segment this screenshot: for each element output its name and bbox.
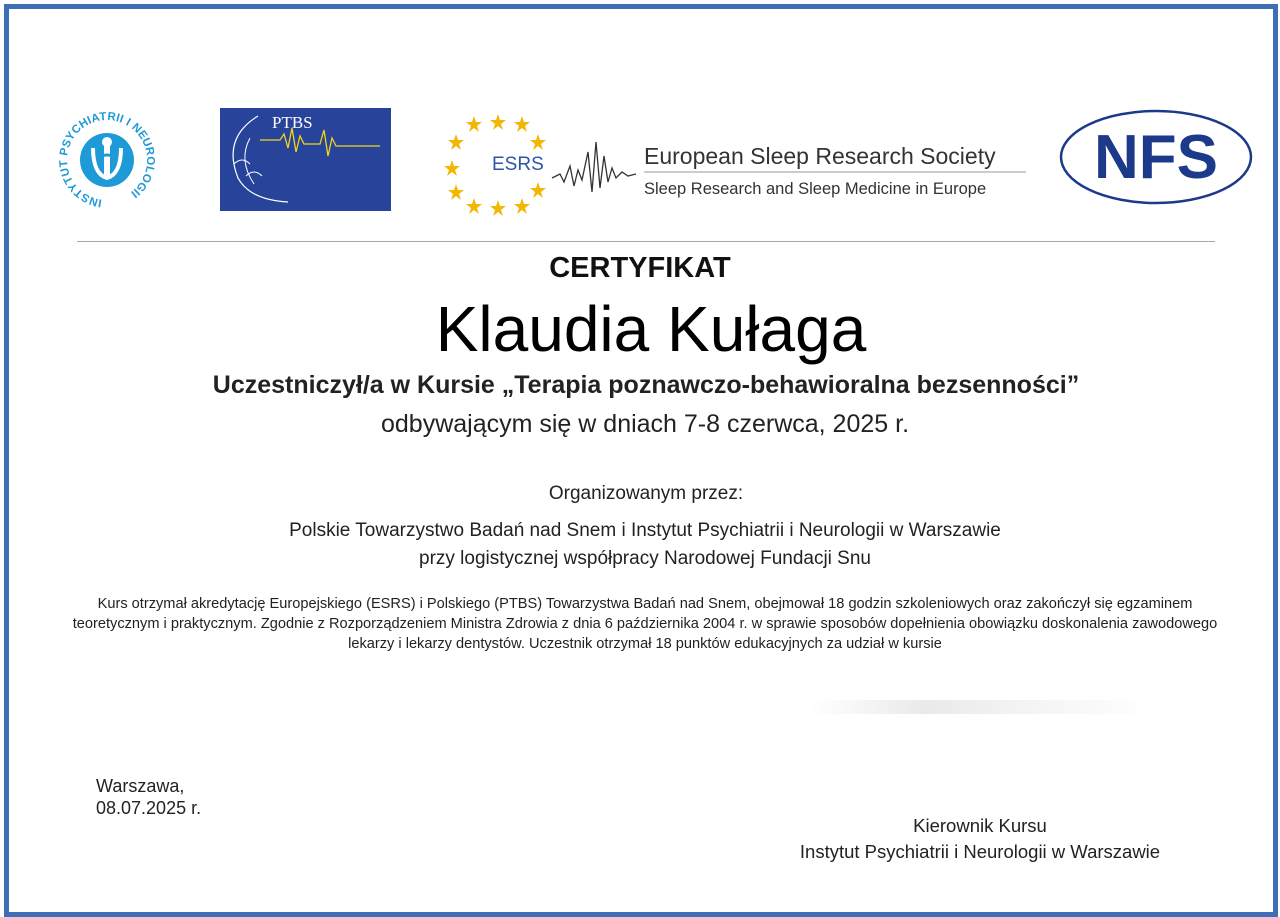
issue-date: 08.07.2025 r. xyxy=(96,798,202,818)
nfs-logo-text: NFS xyxy=(1094,123,1218,192)
accreditation-description: Kurs otrzymał akredytację Europejskiego (ESRS) i Polskiego (PTBS) Towarzystwa Badań nad Snem, obejmował 18 godzin szkoleniowych oraz zakończył się egzaminem teoretycznym i praktycznym. Zgodnie z Rozporządzeniem Ministra Zdrowia z dnia 6 października 2004 r. w sprawie sposobów dopełnienia obowiązku doskonalenia zawodowego lekarzy i lekarzy dentystów. Uczestnik otrzymał 18 punktów edukacyjnych za udział w kursie xyxy=(72,596,1218,652)
esrs-badge-text: ESRS xyxy=(492,154,544,175)
recipient-name: Klaudia Kułaga xyxy=(435,293,867,365)
course-title: Uczestniczył/a w Kursie „Terapia poznawczo-behawioralna bezsenności” xyxy=(212,371,1080,399)
ipin-logo-text: INSTYTUT PSYCHIATRII I NEUROLOGII xyxy=(57,110,157,209)
signer-organization: Instytut Psychiatrii i Neurologii w Warszawie xyxy=(799,841,1161,862)
issue-place-date xyxy=(96,775,201,819)
nfs-logo xyxy=(1058,108,1254,206)
organizer-label: Organizowanym przez: xyxy=(548,483,744,504)
signature-smudge xyxy=(810,700,1155,714)
course-dates: odbywającym się w dniach 7-8 czerwca, 2025 r. xyxy=(380,410,910,438)
signer-title: Kierownik Kursu xyxy=(913,815,1047,836)
issue-place: Warszawa, xyxy=(96,776,185,796)
header-divider xyxy=(77,241,1215,242)
ptbs-logo-text: PTBS xyxy=(272,113,313,132)
organizer-line-2: przy logistycznej współpracy Narodowej Fundacji Snu xyxy=(419,548,871,569)
organizer-line-1: Polskie Towarzystwo Badań nad Snem i Instytut Psychiatrii i Neurologii w Warszawie xyxy=(289,520,1001,541)
esrs-logo xyxy=(444,112,1028,216)
ptbs-logo xyxy=(220,108,391,211)
ipin-logo xyxy=(48,108,166,212)
esrs-title: European Sleep Research Society xyxy=(644,143,996,169)
esrs-subtitle: Sleep Research and Sleep Medicine in Europe xyxy=(644,180,987,198)
certificate-title: CERTYFIKAT xyxy=(549,252,731,284)
